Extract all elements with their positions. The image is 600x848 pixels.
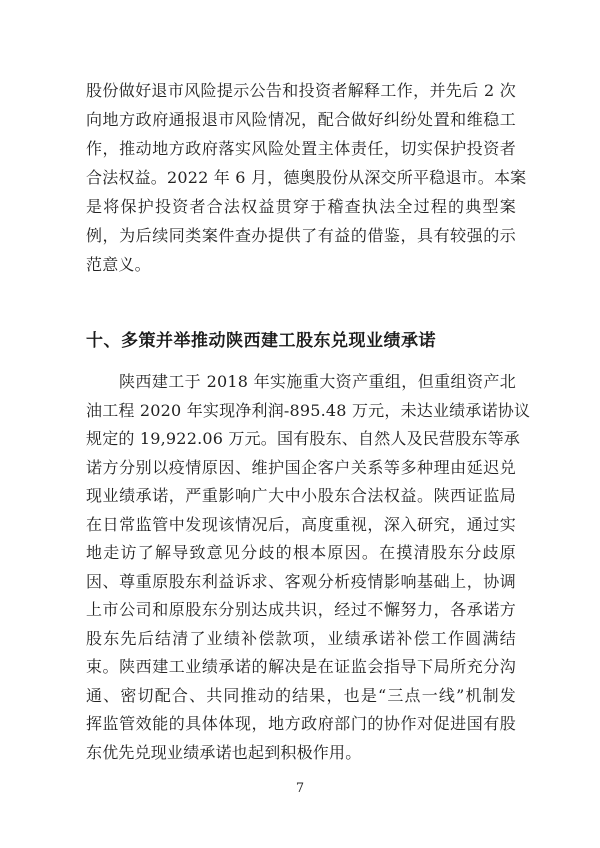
paragraph-line: 挥监管效能的具体体现，地方政府部门的协作对促进国有股 — [86, 714, 516, 733]
paragraph-line: 因、尊重原股东利益诉求、客观分析疫情影响基础上，协调 — [86, 571, 516, 591]
paragraph-line: 诺方分别以疫情原因、维护国企客户关系等多种理由延迟兑 — [86, 457, 516, 477]
paragraph-line: 是将保护投资者合法权益贯穿于稽查执法全过程的典型案 — [86, 197, 516, 216]
paragraph-line: 束。陕西建工业绩承诺的解决是在证监会指导下局所充分沟 — [86, 657, 516, 676]
paragraph-line: 例，为后续同类案件查办提供了有益的借鉴，具有较强的示 — [86, 226, 516, 245]
paragraph-line: 油工程 2020 年实现净利润-895.48 万元，未达业绩承诺协议 — [86, 400, 531, 420]
paragraph-line: 规定的 19,922.06 万元。国有股东、自然人及民营股东等承 — [86, 429, 521, 448]
paragraph-line: 股份做好退市风险提示公告和投资者解释工作，并先后 2 次 — [86, 81, 516, 100]
paragraph-line: 合法权益。2022 年 6 月，德奥股份从深交所平稳退市。本案 — [86, 168, 527, 187]
paragraph-line: 范意义。 — [86, 255, 151, 274]
page-number: 7 — [295, 781, 305, 796]
paragraph-line: 在日常监管中发现该情况后，高度重视，深入研究，通过实 — [86, 514, 516, 534]
paragraph-line: 作，推动地方政府落实风险处置主体责任，切实保护投资者 — [86, 139, 516, 158]
paragraph-line: 上市公司和原股东分别达成共识，经过不懈努力，各承诺方 — [86, 600, 516, 619]
paragraph-line: 向地方政府通报退市风险情况，配合做好纠纷处置和维稳工 — [86, 110, 516, 129]
paragraph-retirement-case — [86, 76, 527, 279]
paragraph-line: 通、密切配合、共同推动的结果，也是“三点一线”机制发 — [86, 685, 516, 705]
paragraph-shaanxi-case — [86, 368, 531, 767]
paragraph-line: 陕西建工于 2018 年实施重大资产重组，但重组资产北 — [119, 372, 516, 391]
paragraph-line: 股东先后结清了业绩补偿款项，业绩承诺补偿工作圆满结 — [86, 628, 516, 648]
section-heading: 十、多策并举推动陕西建工股东兑现业绩承诺 — [86, 331, 436, 350]
paragraph-line: 地走访了解导致意见分歧的根本原因。在摸清股东分歧原 — [86, 543, 516, 562]
paragraph-line: 东优先兑现业绩承诺也起到积极作用。 — [86, 742, 362, 762]
paragraph-line: 现业绩承诺，严重影响广大中小股东合法权益。陕西证监局 — [86, 486, 516, 505]
